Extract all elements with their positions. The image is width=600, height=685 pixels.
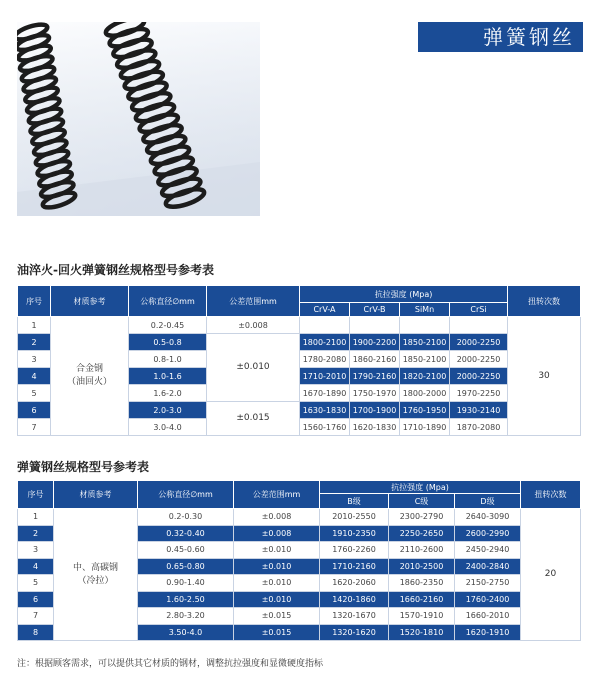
cell-diameter: 1.6-2.0 xyxy=(129,385,207,402)
cell-value: 1420-1860 xyxy=(320,591,389,608)
header-tolerance: 公差范围mm xyxy=(207,286,300,317)
cell-no: 2 xyxy=(18,525,54,542)
cell-value: 1700-1900 xyxy=(350,402,400,419)
cell-value: 1750-1970 xyxy=(350,385,400,402)
cell-value: 1710-2010 xyxy=(300,368,350,385)
header-twist: 扭转次数 xyxy=(521,481,581,509)
cell-value: 2400-2840 xyxy=(455,558,521,575)
cell-diameter: 0.5-0.8 xyxy=(129,334,207,351)
page-title: 弹簧钢丝 xyxy=(418,22,583,52)
cell-diameter: 0.65-0.80 xyxy=(138,558,234,575)
cell-diameter: 1.60-2.50 xyxy=(138,591,234,608)
header-twist: 扭转次数 xyxy=(508,286,581,317)
cell-no: 8 xyxy=(18,624,54,641)
cell-value: 2110-2600 xyxy=(389,542,455,559)
cell-value: 1790-2160 xyxy=(350,368,400,385)
header-diameter: 公称直径∅mm xyxy=(129,286,207,317)
cell-diameter: 0.32-0.40 xyxy=(138,525,234,542)
cell-tolerance: ±0.008 xyxy=(207,317,300,334)
cell-value: 1660-2160 xyxy=(389,591,455,608)
cell-value: 1630-1830 xyxy=(300,402,350,419)
cell-value: 1710-1890 xyxy=(400,419,450,436)
cell-tolerance: ±0.008 xyxy=(234,509,320,526)
cell-tolerance: ±0.015 xyxy=(234,608,320,625)
cell-diameter: 0.2-0.45 xyxy=(129,317,207,334)
cell-no: 7 xyxy=(18,608,54,625)
cell-no: 5 xyxy=(18,385,51,402)
oil-tempered-spec-table xyxy=(17,285,581,436)
cell-no: 7 xyxy=(18,419,51,436)
cell-no: 4 xyxy=(18,558,54,575)
header-grade: B级 xyxy=(320,494,389,509)
cell-tolerance: ±0.010 xyxy=(234,558,320,575)
cell-tolerance: ±0.008 xyxy=(234,525,320,542)
cell-tolerance: ±0.015 xyxy=(234,624,320,641)
cell-value: 1710-2160 xyxy=(320,558,389,575)
cell-value: 1870-2080 xyxy=(450,419,508,436)
cell-no: 4 xyxy=(18,368,51,385)
cell-value: 1620-2060 xyxy=(320,575,389,592)
cell-value: 1970-2250 xyxy=(450,385,508,402)
cell-no: 2 xyxy=(18,334,51,351)
cell-no: 6 xyxy=(18,591,54,608)
header-grade: CrV-A xyxy=(300,303,350,317)
table-row xyxy=(18,317,581,334)
cell-no: 3 xyxy=(18,542,54,559)
cell-no: 3 xyxy=(18,351,51,368)
header-grade: CrSi xyxy=(450,303,508,317)
cell-value: 1930-2140 xyxy=(450,402,508,419)
cell-value: 1850-2100 xyxy=(400,334,450,351)
material-text: 中、高碳钢 （冷拉） xyxy=(72,562,118,586)
cell-no: 5 xyxy=(18,575,54,592)
cell-value: 1820-2100 xyxy=(400,368,450,385)
cell-value: 1660-2010 xyxy=(455,608,521,625)
header-tolerance: 公差范围mm xyxy=(234,481,320,509)
cell-tolerance: ±0.010 xyxy=(234,542,320,559)
material-text: 合金钢 （油回火） xyxy=(66,364,112,387)
cell-value: 1620-1910 xyxy=(455,624,521,641)
cell-no: 1 xyxy=(18,509,54,526)
header-diameter: 公称直径∅mm xyxy=(138,481,234,509)
cell-value: 2000-2250 xyxy=(450,351,508,368)
cell-value: 2450-2940 xyxy=(455,542,521,559)
cell-value: 1320-1620 xyxy=(320,624,389,641)
cell-value xyxy=(350,317,400,334)
cell-value: 1670-1890 xyxy=(300,385,350,402)
cell-diameter: 3.50-4.0 xyxy=(138,624,234,641)
cell-tolerance: ±0.010 xyxy=(234,575,320,592)
cell-diameter: 0.2-0.30 xyxy=(138,509,234,526)
cell-value: 2640-3090 xyxy=(455,509,521,526)
cell-diameter: 0.8-1.0 xyxy=(129,351,207,368)
cell-value: 1860-2350 xyxy=(389,575,455,592)
cell-value: 2000-2250 xyxy=(450,334,508,351)
cell-value xyxy=(300,317,350,334)
cell-value: 1320-1670 xyxy=(320,608,389,625)
cell-no: 1 xyxy=(18,317,51,334)
cell-value: 2600-2990 xyxy=(455,525,521,542)
cell-value: 2000-2250 xyxy=(450,368,508,385)
header-grade: CrV-B xyxy=(350,303,400,317)
table-row xyxy=(18,509,581,526)
cell-value: 1760-2400 xyxy=(455,591,521,608)
cell-diameter: 1.0-1.6 xyxy=(129,368,207,385)
cell-diameter: 0.45-0.60 xyxy=(138,542,234,559)
header-tensile: 抗拉强度 (Mpa) xyxy=(300,286,508,303)
cell-value: 1620-1830 xyxy=(350,419,400,436)
cell-tolerance: ±0.010 xyxy=(207,334,300,402)
cell-tolerance: ±0.015 xyxy=(207,402,300,436)
cell-value: 2010-2550 xyxy=(320,509,389,526)
table1-title: 油淬火-回火弹簧钢丝规格型号参考表 xyxy=(17,263,214,277)
header-material: 材质参考 xyxy=(54,481,138,509)
cell-diameter: 0.90-1.40 xyxy=(138,575,234,592)
cell-value xyxy=(400,317,450,334)
spring-photo xyxy=(17,22,260,216)
cell-value: 1760-2260 xyxy=(320,542,389,559)
cell-material xyxy=(51,317,129,436)
header-tensile: 抗拉强度 (Mpa) xyxy=(320,481,521,494)
cell-value: 1520-1810 xyxy=(389,624,455,641)
cell-diameter: 3.0-4.0 xyxy=(129,419,207,436)
cell-value: 1560-1760 xyxy=(300,419,350,436)
header-material: 材质参考 xyxy=(51,286,129,317)
cell-value: 1860-2160 xyxy=(350,351,400,368)
cell-diameter: 2.0-3.0 xyxy=(129,402,207,419)
cell-diameter: 2.80-3.20 xyxy=(138,608,234,625)
header-no: 序号 xyxy=(18,481,54,509)
carbon-steel-spec-table xyxy=(17,480,581,641)
cell-value: 1850-2100 xyxy=(400,351,450,368)
header-grade: SiMn xyxy=(400,303,450,317)
cell-value: 1760-1950 xyxy=(400,402,450,419)
cell-value: 2250-2650 xyxy=(389,525,455,542)
cell-value: 1570-1910 xyxy=(389,608,455,625)
cell-material xyxy=(54,509,138,641)
cell-no: 6 xyxy=(18,402,51,419)
header-grade: C级 xyxy=(389,494,455,509)
cell-value: 1900-2200 xyxy=(350,334,400,351)
cell-value: 1780-2080 xyxy=(300,351,350,368)
header-no: 序号 xyxy=(18,286,51,317)
cell-value: 2010-2500 xyxy=(389,558,455,575)
table2-title: 弹簧钢丝规格型号参考表 xyxy=(17,460,150,474)
cell-value: 1800-2100 xyxy=(300,334,350,351)
coil-spring-image xyxy=(17,22,260,216)
cell-value: 2300-2790 xyxy=(389,509,455,526)
cell-value xyxy=(450,317,508,334)
cell-value: 1800-2000 xyxy=(400,385,450,402)
footnote: 注：根据顾客需求，可以提供其它材质的钢材，调整抗拉强度和显微硬度指标 xyxy=(17,659,324,669)
cell-twist: 20 xyxy=(521,509,581,641)
cell-value: 2150-2750 xyxy=(455,575,521,592)
cell-tolerance: ±0.010 xyxy=(234,591,320,608)
cell-twist: 30 xyxy=(508,317,581,436)
header-grade: D级 xyxy=(455,494,521,509)
cell-value: 1910-2350 xyxy=(320,525,389,542)
